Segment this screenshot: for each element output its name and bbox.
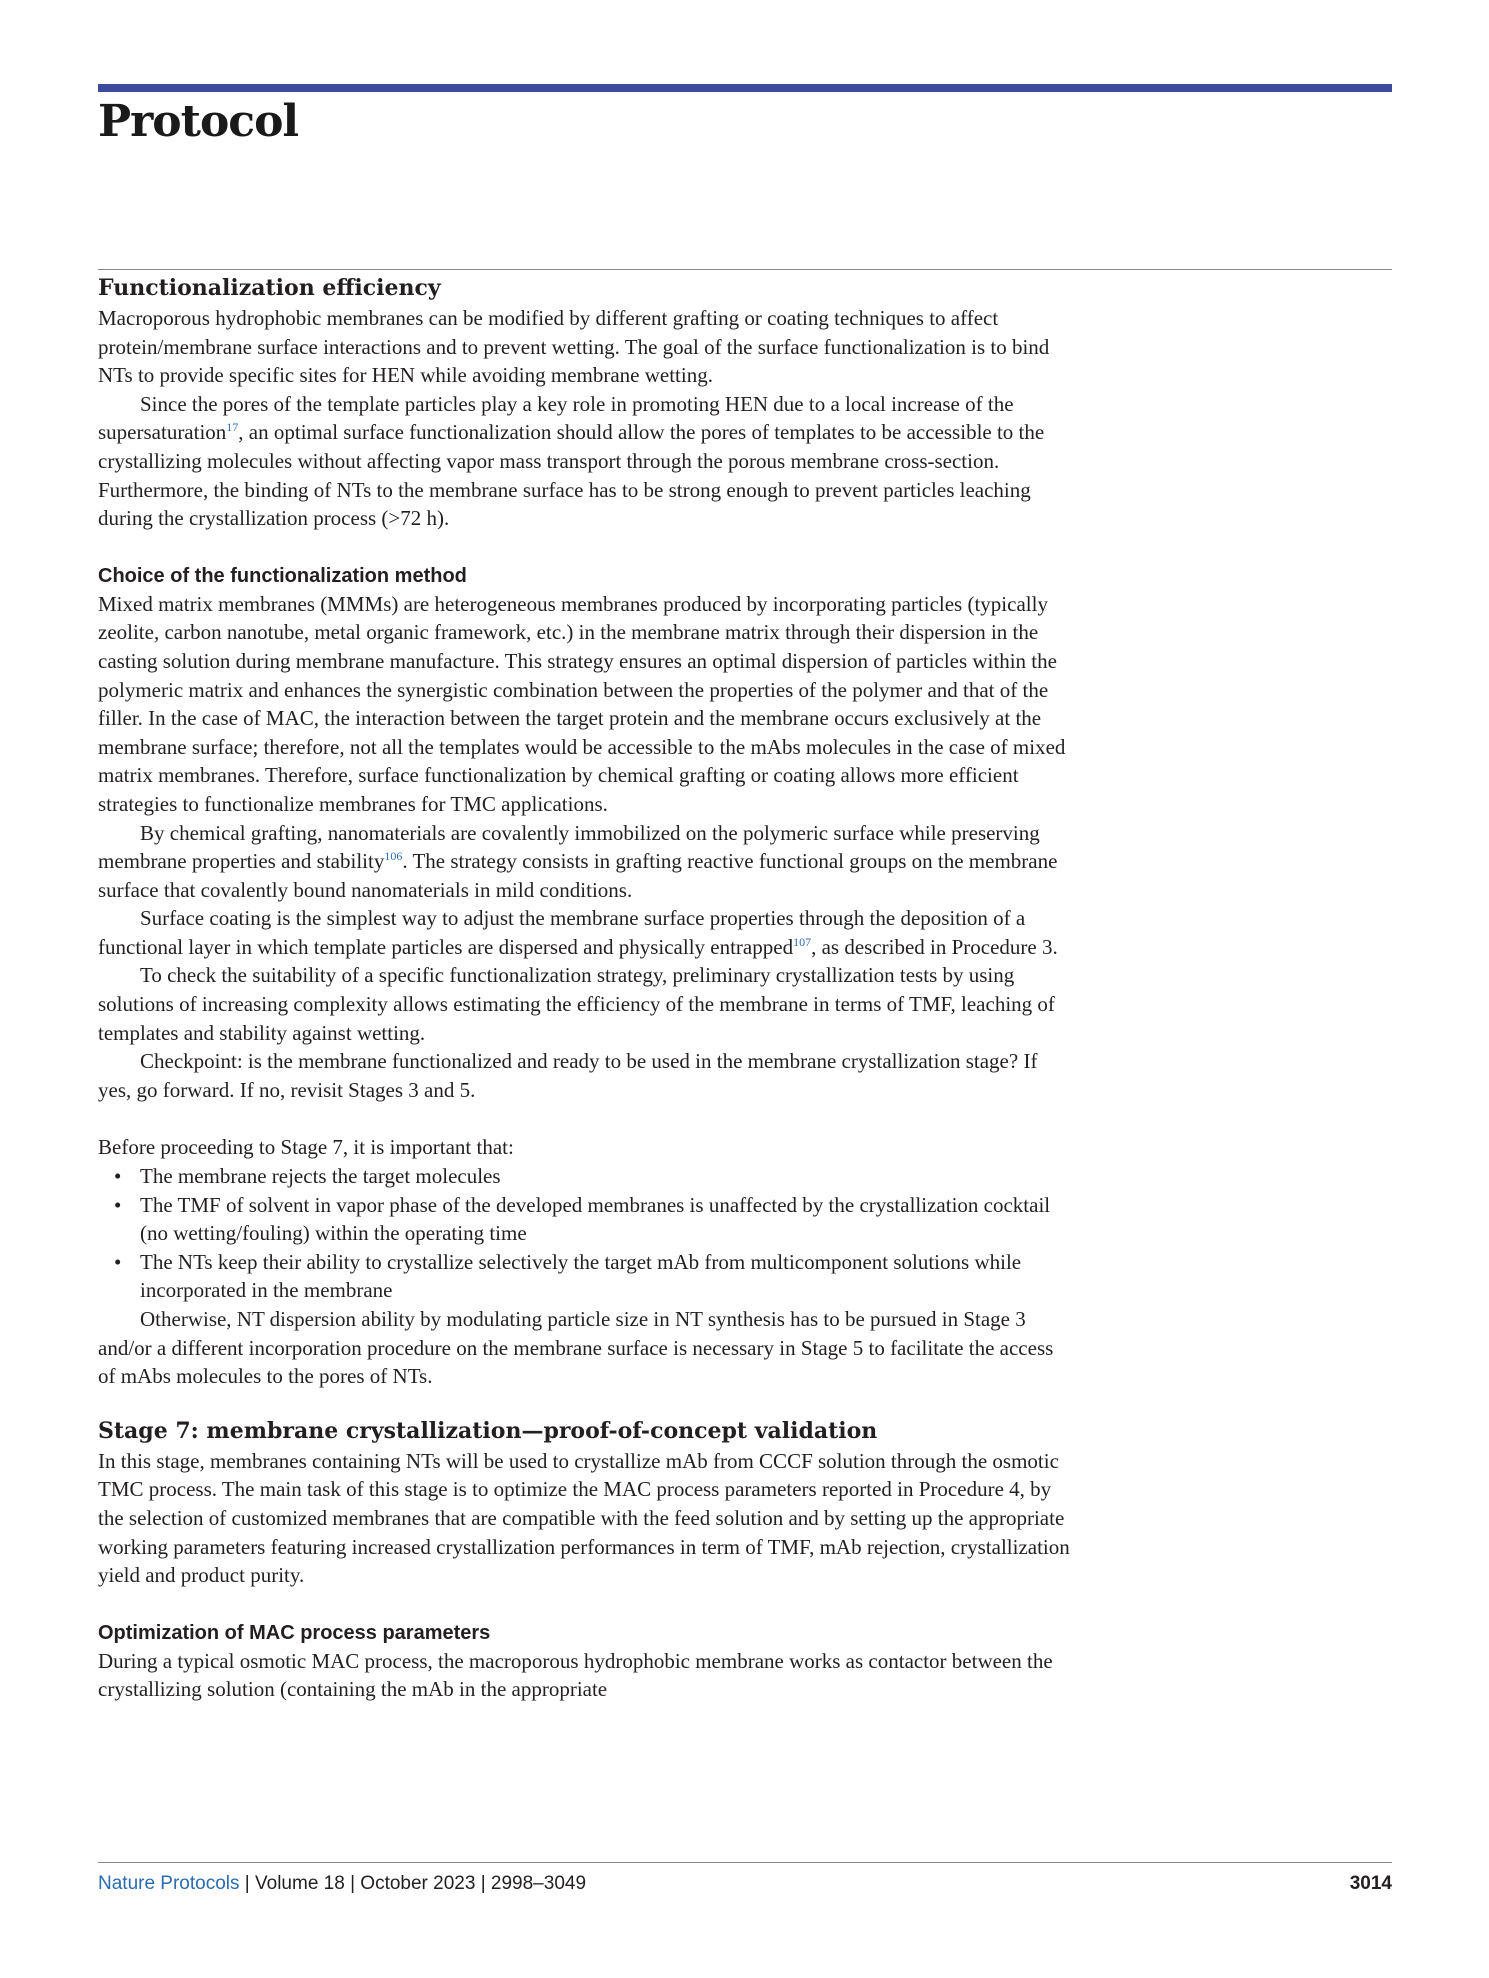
subsection-heading-optimization: Optimization of MAC process parameters: [98, 1621, 491, 1644]
paragraph: To check the suitability of a specific functionalization strategy, preliminary crystallization tests by using solutions of increasing complexity allows estimating the efficiency of the membrane in terms of TMF, leaching of templates and stability against wetting.: [98, 963, 1055, 1045]
paragraph: [98, 390, 1073, 533]
paragraph: Macroporous hydrophobic membranes can be modified by different grafting or coating techniques to affect protein/membrane surface interactions and to prevent wetting. The goal of the surface functionalization is to bind NTs to provide specific sites for HEN while avoiding membrane wetting.: [98, 306, 1050, 388]
issue-details: | Volume 18 | October 2023 | 2998–3049: [239, 1873, 587, 1894]
paragraph-text: , an optimal surface functionalization should allow the pores of templates to be accessible to the crystallizing molecules without affecting vapor mass transport through the porous membrane cross-section. Furthermore, the binding of NTs to the membrane surface has to be strong enough to prevent particles leaching during the crystallization process (>72 h).: [98, 420, 1045, 531]
paragraph: [98, 904, 1073, 961]
paragraph: [98, 819, 1073, 905]
article-body: [98, 272, 1073, 1704]
citation-link[interactable]: 107: [793, 934, 812, 949]
paragraph: Before proceeding to Stage 7, it is important that:: [98, 1135, 514, 1160]
header-divider: [98, 269, 1392, 270]
page-number: 3014: [1349, 1873, 1392, 1894]
paragraph-text: . The strategy consists in grafting reactive functional groups on the membrane surface that covalently bound nanomaterials in mild conditions.: [98, 849, 1058, 902]
paragraph: Mixed matrix membranes (MMMs) are heterogeneous membranes produced by incorporating particles (typically zeolite, carbon nanotube, metal organic framework, etc.) in the membrane matrix through their dispersion in the casting solution during membrane manufacture. This strategy ensures an optimal dispersion of particles within the polymeric matrix and enhances the synergistic combination between the properties of the polymer and that of the filler. In the case of MAC, the interaction between the target protein and the membrane occurs exclusively at the membrane surface; therefore, not all the templates would be accessible to the mAbs molecules in the case of mixed matrix membranes. Therefore, surface functionalization by chemical grafting or coating allows more efficient strategies to functionalize membranes for TMC applications.: [98, 591, 1066, 816]
paragraph: Otherwise, NT dispersion ability by modulating particle size in NT synthesis has to be pursued in Stage 3 and/or a different incorporation procedure on the membrane surface is necessary in Stage 5 to facilitate the access of mAbs molecules to the pores of NTs.: [98, 1307, 1054, 1389]
header-accent-bar: [98, 84, 1392, 92]
section-heading-stage-7: Stage 7: membrane crystallization—proof-of-concept validation: [98, 1417, 878, 1444]
page-footer: [98, 1869, 1392, 1899]
subsection-heading-choice-method: Choice of the functionalization method: [98, 564, 467, 587]
paragraph: In this stage, membranes containing NTs will be used to crystallize mAb from CCCF solution through the osmotic TMC process. The main task of this stage is to optimize the MAC process parameters reported in Procedure 4, by the selection of customized membranes that are compatible with the feed solution and by setting up the appropriate working parameters featuring increased crystallization performances in term of TMF, mAb rejection, crystallization yield and product purity.: [98, 1448, 1070, 1588]
bullet-list: [98, 1162, 1073, 1305]
citation-link[interactable]: 106: [384, 849, 403, 864]
page-title: Protocol: [98, 96, 299, 147]
paragraph-text: Since the pores of the template particles play a key role in promoting HEN due to a local increase of the supersaturation: [98, 391, 1014, 445]
list-item: • The TMF of solvent in vapor phase of the developed membranes is unaffected by the crystallization cocktail (no wetting/fouling) within the operating time: [140, 1191, 1073, 1248]
paragraph-text: , as described in Procedure 3.: [811, 934, 1058, 959]
paragraph-text: Surface coating is the simplest way to adjust the membrane surface properties through the deposition of a functional layer in which template particles are dispersed and physically entrapped: [98, 906, 1026, 959]
list-item: • The membrane rejects the target molecules: [140, 1162, 1073, 1191]
paragraph: During a typical osmotic MAC process, the macroporous hydrophobic membrane works as contactor between the crystallizing solution (containing the mAb in the appropriate: [98, 1648, 1053, 1702]
checkpoint-paragraph: Checkpoint: is the membrane functionalized and ready to be used in the membrane crystallization stage? If yes, go forward. If no, revisit Stages 3 and 5.: [98, 1049, 1038, 1102]
list-item: • The NTs keep their ability to crystallize selectively the target mAb from multicomponent solutions while incorporated in the membrane: [140, 1248, 1073, 1305]
section-heading-functionalization-efficiency: Functionalization efficiency: [98, 275, 441, 301]
citation-link[interactable]: 17: [226, 420, 239, 435]
footer-divider: [98, 1862, 1392, 1863]
journal-name[interactable]: Nature Protocols: [98, 1873, 240, 1894]
paragraph-text: By chemical grafting, nanomaterials are covalently immobilized on the polymeric surface while preserving membrane properties and stability: [98, 820, 1040, 874]
